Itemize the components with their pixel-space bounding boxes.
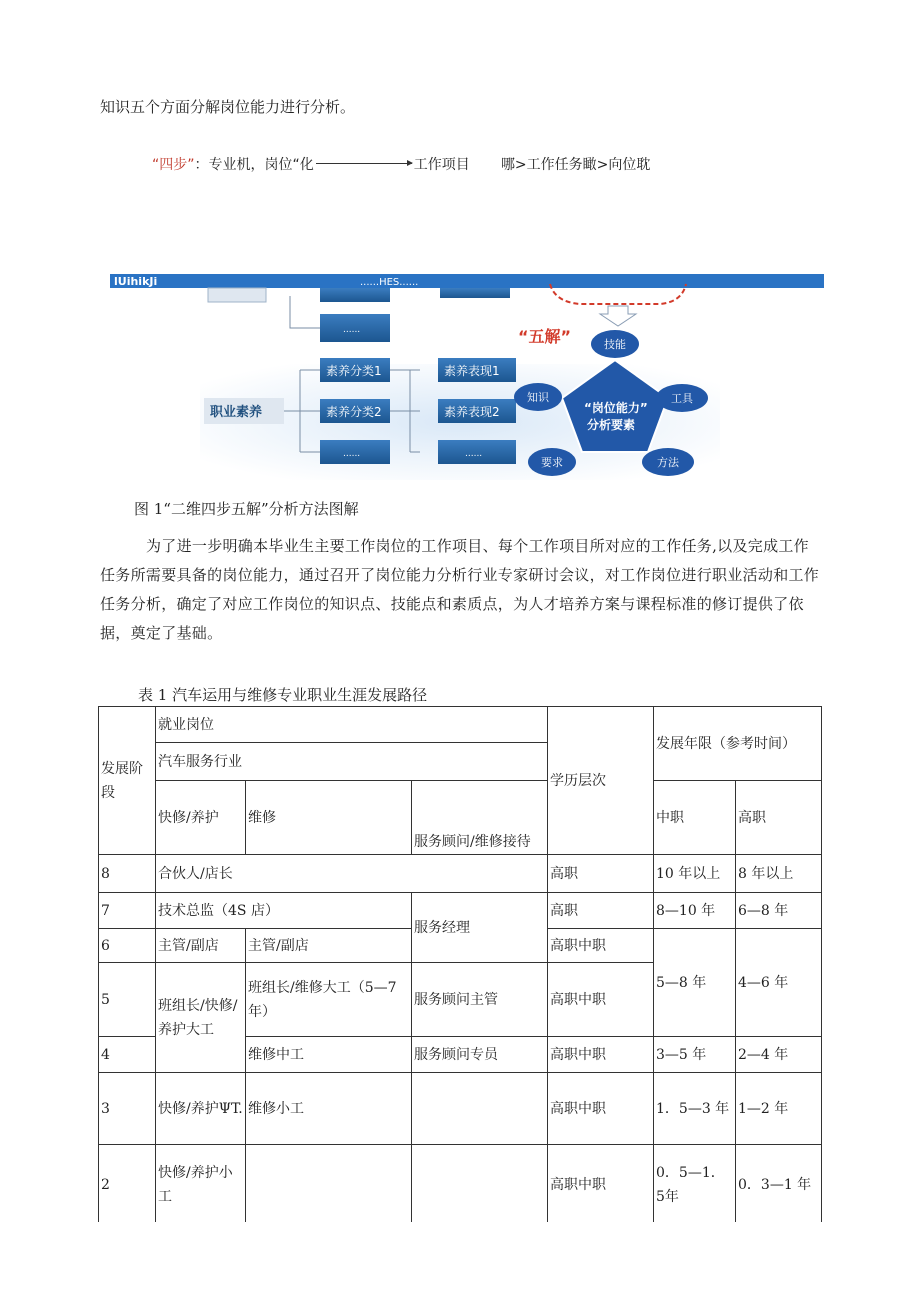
arrow-right-icon xyxy=(316,163,412,164)
table-row xyxy=(99,893,822,929)
pentagon-line2: 分析要素 xyxy=(587,418,636,432)
steps-colon: ： xyxy=(194,157,209,173)
table-row xyxy=(99,1073,822,1145)
years-mid-cell: 1．5—3 年 xyxy=(654,1073,736,1145)
sub-header-quick: 快修/养护 xyxy=(156,781,246,855)
service-cell xyxy=(412,1145,548,1225)
years-mid-cell: 10 年以上 xyxy=(654,855,736,893)
stage-cell: 7 xyxy=(99,893,156,929)
four-steps-label: “四步” xyxy=(152,157,195,173)
edu-cell: 高职 xyxy=(548,855,654,893)
service-cell: 服务顾问专员 xyxy=(412,1037,548,1073)
category-1: 素养分类1 xyxy=(326,364,382,378)
manifest-1: 素养表现1 xyxy=(444,364,500,378)
row-label: 职业素养 xyxy=(210,405,263,420)
years-high-cell: 2—4 年 xyxy=(736,1037,822,1073)
edu-cell: 高职 xyxy=(548,893,654,929)
stage-cell: 4 xyxy=(99,1037,156,1073)
quick-cell: 主管/副店 xyxy=(156,929,246,963)
edu-header: 学历层次 xyxy=(548,707,654,855)
stage-cell: 2 xyxy=(99,1145,156,1225)
years-high-cell: 4—6 年 xyxy=(736,929,822,1037)
post-cell: 技术总监（4S 店） xyxy=(156,893,412,929)
manifest-2: 素养表现2 xyxy=(444,405,500,419)
repair-cell: 班组长/维修大工（5—7 年） xyxy=(246,963,412,1037)
node-knowledge-label: 知识 xyxy=(527,391,549,404)
career-path-table xyxy=(98,706,822,1225)
service-cell: 服务顾问主管 xyxy=(412,963,548,1037)
figure-caption: 图 1“二维四步五解”分析方法图解 xyxy=(134,500,359,518)
category-2: 素养分类2 xyxy=(326,405,382,419)
quick-cell: 快修/养护ΨT. xyxy=(156,1073,246,1145)
service-cell: 服务经理 xyxy=(412,893,548,963)
repair-cell: 维修中工 xyxy=(246,1037,412,1073)
job-header: 就业岗位 xyxy=(156,707,548,743)
figure-header-left: lUihikJi xyxy=(114,275,158,288)
ellipsis-3: ...... xyxy=(465,449,483,459)
post-cell: 合伙人/店长 xyxy=(156,855,548,893)
edu-cell: 高职中职 xyxy=(548,1073,654,1145)
repair-cell xyxy=(246,1145,412,1225)
industry-cell: 汽车服务行业 xyxy=(156,743,548,781)
year-sub-high: 高职 xyxy=(736,781,822,855)
edu-cell: 高职中职 xyxy=(548,1037,654,1073)
years-mid-cell: 5—8 年 xyxy=(654,929,736,1037)
arrow-down-icon xyxy=(600,306,636,326)
node-skill-label: 技能 xyxy=(604,338,626,351)
analysis-figure xyxy=(110,274,824,480)
years-header: 发展年限（参考时间） xyxy=(654,707,822,781)
sub-header-service: 服务顾问/维修接待 xyxy=(412,781,548,855)
sub-header-repair: 维修 xyxy=(246,781,412,855)
row-label-box-top xyxy=(208,288,266,302)
wujie-label: “五解” xyxy=(518,327,572,346)
repair-cell: 主管/副店 xyxy=(246,929,412,963)
years-mid-cell: 0．5—1．5年 xyxy=(654,1145,736,1225)
edu-cell: 高职中职 xyxy=(548,1145,654,1225)
service-cell xyxy=(412,1073,548,1145)
steps-part3: 哪>工作任务瞰>向位耽 xyxy=(500,157,651,173)
years-high-cell: 6—8 年 xyxy=(736,893,822,929)
category-box-top xyxy=(320,288,390,302)
figure-header-bar xyxy=(110,274,824,288)
year-sub-mid: 中职 xyxy=(654,781,736,855)
steps-part1: 专业机，岗位“化 xyxy=(208,157,314,173)
years-mid-cell: 3—5 年 xyxy=(654,1037,736,1073)
ellipsis-1: ...... xyxy=(343,325,361,335)
years-high-cell: 1—2 年 xyxy=(736,1073,822,1145)
node-method-label: 方法 xyxy=(657,456,679,469)
steps-part2: 工作项目 xyxy=(413,157,470,173)
table-row xyxy=(99,855,822,893)
node-tool-label: 工具 xyxy=(671,392,693,405)
table-title: 表 1 汽车运用与维修专业职业生涯发展路径 xyxy=(138,686,428,704)
stage-cell: 8 xyxy=(99,855,156,893)
pentagon-line1: “岗位能力” xyxy=(584,401,648,415)
page-bottom-mask xyxy=(98,1222,822,1302)
edu-cell: 高职中职 xyxy=(548,929,654,963)
years-high-cell: 8 年以上 xyxy=(736,855,822,893)
years-mid-cell: 8—10 年 xyxy=(654,893,736,929)
stage-cell: 6 xyxy=(99,929,156,963)
stage-cell: 3 xyxy=(99,1073,156,1145)
repair-cell: 维修小工 xyxy=(246,1073,412,1145)
ellipsis-2: ...... xyxy=(343,449,361,459)
intro-text: 知识五个方面分解岗位能力进行分析。 xyxy=(100,98,356,116)
connector-top xyxy=(290,296,320,328)
body-paragraph: 为了进一步明确本毕业生主要工作岗位的工作项目、每个工作项目所对应的工作任务,以及完成工作任务所需要具备的岗位能力，通过召开了岗位能力分析行业专家研讨会议，对工作岗位进行职业活动和工作任务分析，确定了对应工作岗位的知识点、技能点和素质点，为人才培养方案与课程标准的修订提供了依据，奠定了基础。 xyxy=(100,537,820,642)
manifest-box-top xyxy=(440,288,510,298)
four-steps-line xyxy=(152,154,650,174)
stage-cell: 5 xyxy=(99,963,156,1037)
quick-cell: 班组长/快修/养护大工 xyxy=(156,963,246,1073)
stage-header: 发展阶段 xyxy=(99,707,156,855)
edu-cell: 高职中职 xyxy=(548,963,654,1037)
figure-header-mid: ......HES...... xyxy=(360,277,419,288)
years-high-cell: 0．3—1 年 xyxy=(736,1145,822,1225)
table-row xyxy=(99,1145,822,1225)
quick-cell: 快修/养护小工 xyxy=(156,1145,246,1225)
node-requirement-label: 要求 xyxy=(541,456,563,469)
